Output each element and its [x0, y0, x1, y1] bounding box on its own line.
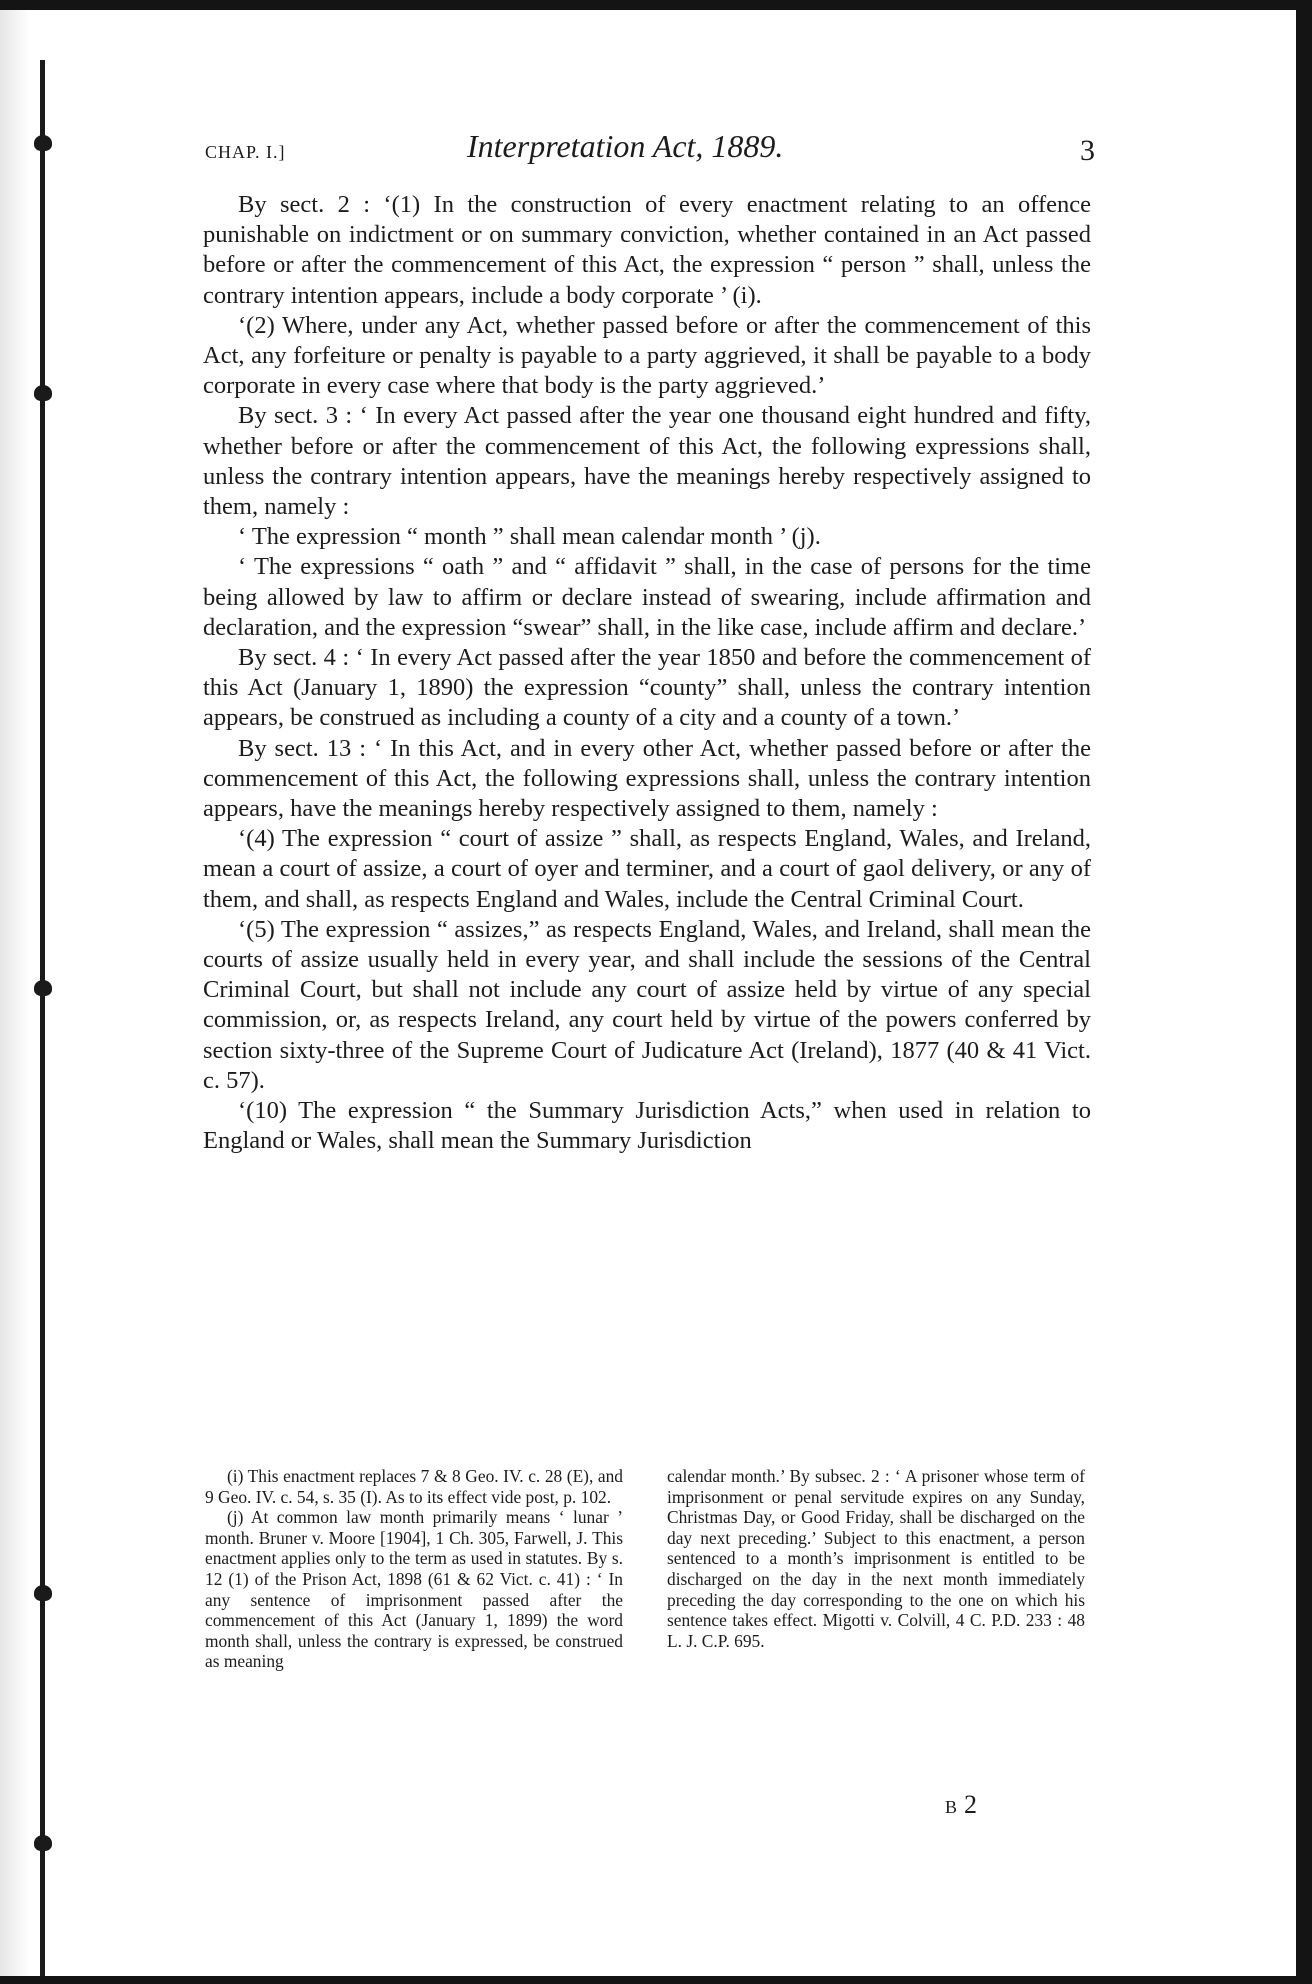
- paragraph: By sect. 4 : ‘ In every Act passed after the year 1850 and before the commencement of this Act (January 1, 1890) the expression “county” shall, unless the contrary intention appears, be construed as including a county of a city and a county of a town.’: [203, 644, 1091, 732]
- binding-stitch: [34, 1585, 52, 1601]
- paragraph: ‘(5) The expression “ assizes,” as respects England, Wales, and Ireland, shall mean the courts of assize usually held in every year, and shall include the sessions of the Central Criminal Court, but shall not include any court of assize held by virtue of any special commission, or, as respects Ireland, any court held by virtue of the powers conferred by section sixty-three of the Supreme Court of Judicature Act (Ireland), 1877 (40 & 41 Vict. c. 57).: [203, 915, 1091, 1094]
- paragraph: ‘(4) The expression “ court of assize ” shall, as respects England, Wales, and Ireland, mean a court of assize, a court of oyer and terminer, and a court of gaol delivery, or any of them, and shall, as respects England and Wales, include the Central Criminal Court.: [203, 825, 1091, 913]
- paragraph: ‘ The expressions “ oath ” and “ affidavit ” shall, in the case of persons for the time being allowed by law to affirm or declare instead of swearing, include affirmation and declaration, and the expression “swear” shall, in the like case, include affirm and declare.’: [203, 553, 1091, 641]
- running-title: Interpretation Act, 1889.: [467, 128, 784, 164]
- paragraph: By sect. 2 : ‘(1) In the construction of every enactment relating to an offence punishable on indictment or on summary conviction, whether contained in an Act passed before or after the commencement of this Act, the expression “ person ” shall, unless the contrary intention appears, include a body corporate ’ (i).: [203, 191, 1091, 309]
- footnote-column-left: [205, 1466, 623, 1672]
- paragraph: ‘ The expression “ month ” shall mean calendar month ’ (j).: [238, 523, 821, 551]
- main-text: [203, 190, 1091, 1157]
- binding-stitch: [34, 385, 52, 401]
- footnote-continuation: calendar month.’ By subsec. 2 : ‘ A prisoner whose term of imprisonment or penal servitude expires on any Sunday, Christmas Day, or Good Friday, shall be discharged on the day next preceding.’ Subject to this enactment, a person sentenced to a month’s imprisonment is entitled to be discharged on the day in the next month immediately preceding the day corresponding to the one on which his sentence takes effect. Migotti v. Colvill, 4 C. P.D. 233 : 48 L. J. C.P. 695.: [667, 1466, 1085, 1651]
- signature-mark: [945, 1790, 977, 1820]
- footnote: (j) At common law month primarily means ‘ lunar ’ month. Bruner v. Moore [1904], 1 Ch. 305, Farwell, J. This enactment applies only to the term as used in statutes. By s. 12 (1) of the Prison Act, 1898 (61 & 62 Vict. c. 41) : ‘ In any sentence of imprisonment passed after the commencement of this Act (January 1, 1899) the word month shall, unless the contrary is expressed, be construed as meaning: [205, 1507, 623, 1672]
- footnote-column-right: [667, 1466, 1085, 1651]
- signature-letter: B: [945, 1797, 959, 1817]
- page-number: 3: [1080, 134, 1095, 167]
- binding-stitch: [34, 135, 52, 151]
- binding-stitch: [34, 1835, 52, 1851]
- paragraph: By sect. 3 : ‘ In every Act passed after the year one thousand eight hundred and fifty, whether before or after the commencement of this Act, the following expressions shall, unless the contrary intention appears, have the meanings hereby respectively assigned to them, namely :: [203, 402, 1091, 521]
- running-header: [205, 128, 1095, 168]
- paragraph: By sect. 13 : ‘ In this Act, and in every other Act, whether passed before or after the commencement of this Act, the following expressions shall, unless the contrary intention appears, have the meanings hereby respectively assigned to them, namely :: [203, 734, 1091, 823]
- chapter-label: CHAP. I.]: [205, 142, 286, 162]
- footnote: (i) This enactment replaces 7 & 8 Geo. IV. c. 28 (E), and 9 Geo. IV. c. 54, s. 35 (I). As to its effect vide post, p. 102.: [205, 1466, 623, 1507]
- signature-number: 2: [964, 1790, 978, 1819]
- paragraph: ‘(2) Where, under any Act, whether passed before or after the commencement of this Act, any forfeiture or penalty is payable to a party aggrieved, it shall be payable to a body corporate in every case where that body is the party aggrieved.’: [203, 311, 1091, 400]
- page-gutter-shadow: [0, 0, 30, 1984]
- binding-stitch: [34, 980, 52, 996]
- binding-thread: [40, 60, 45, 1984]
- paragraph: ‘(10) The expression “ the Summary Jurisdiction Acts,” when used in relation to England or Wales, shall mean the Summary Jurisdiction: [203, 1097, 1091, 1155]
- footnotes: [205, 1466, 1093, 1766]
